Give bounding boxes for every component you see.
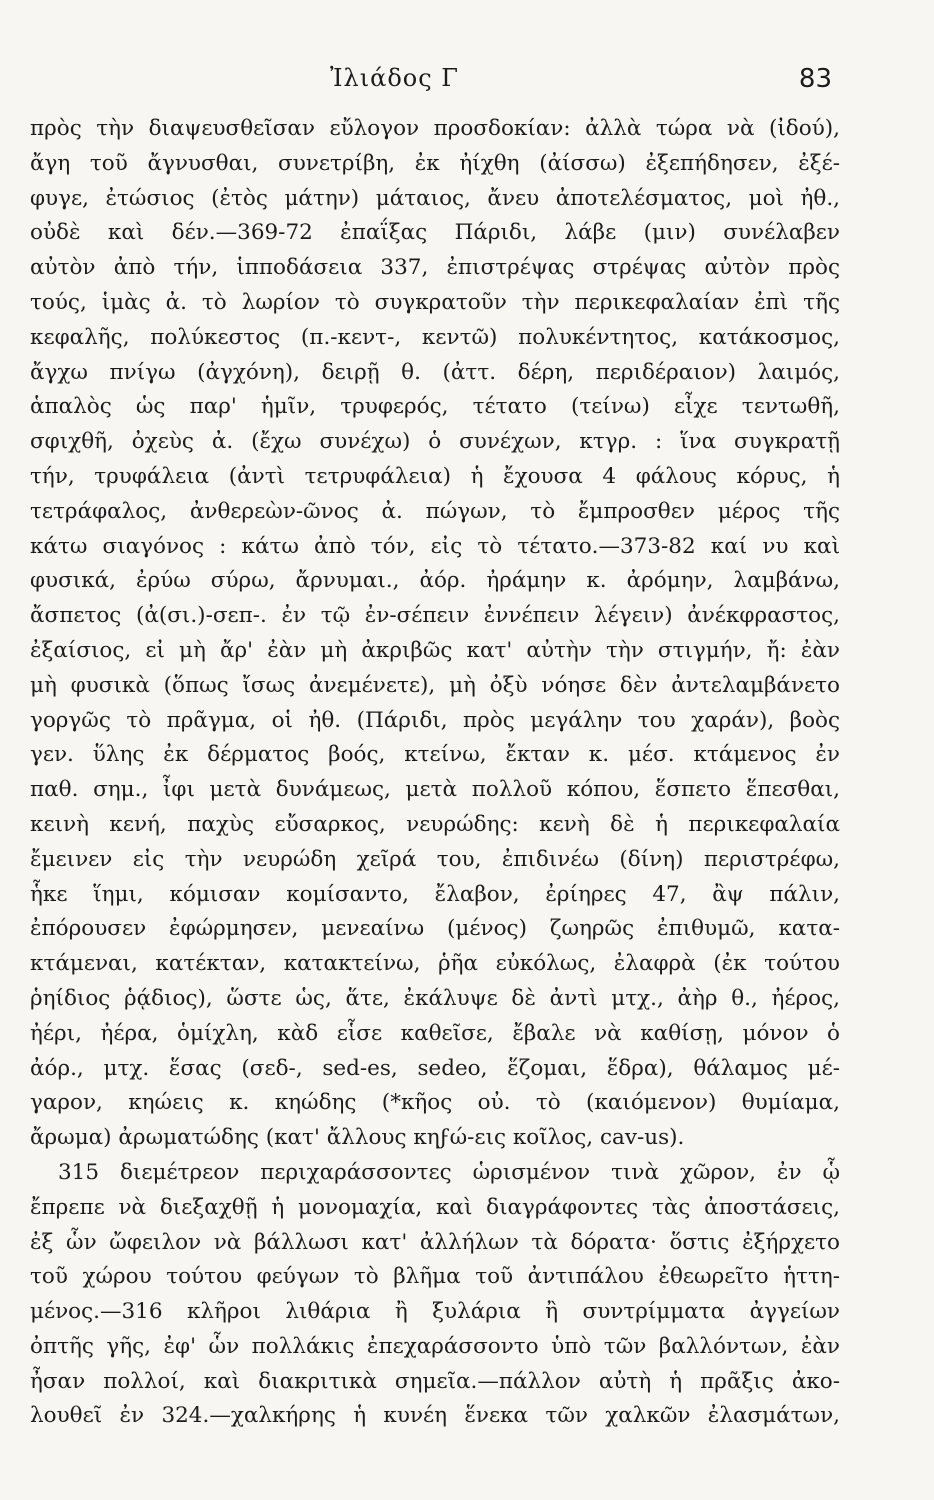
- text-line: τούς, ἱμὰς ἀ. τὸ λωρίον τὸ συγκρατοῦν τὴν περικεφαλαίαν ἐπὶ τῆς: [30, 289, 840, 315]
- page-number: 83: [798, 64, 832, 94]
- text-line: κάτω σιαγόνος : κάτω ἀπὸ τόν, εἰς τὸ τέτατο.—373-82 καί νυ καὶ: [30, 533, 840, 559]
- text-line: ἦσαν πολλοί, καὶ διακριτικὰ σημεῖα.—πάλλον αὐτὴ ἡ πρᾶξις ἀκο-: [30, 1368, 840, 1394]
- text-line: τετράφαλος, ἀνθερεὼν-ῶνος ἀ. πώγων, τὸ ἔμπροσθεν μέρος τῆς: [30, 498, 840, 524]
- text-line: τοῦ χώρου τούτου φεύγων τὸ βλῆμα τοῦ ἀντιπάλου ἐθεωρεῖτο ἡττη-: [30, 1264, 840, 1290]
- text-line: ἐξαίσιος, εἰ μὴ ἄρ' ἐὰν μὴ ἀκριβῶς κατ' αὐτὴν τὴν στιγμήν, ἤ: ἐὰν: [30, 637, 840, 663]
- text-line: γαρον, κηώεις κ. κηώδης (*κῆος οὐ. τὸ (καιόμενον) θυμίαμα,: [30, 1090, 840, 1116]
- text-line: μένος.—316 κλῆροι λιθάρια ἢ ξυλάρια ἢ συντρίμματα ἀγγείων: [30, 1299, 840, 1325]
- text-line: σφιχθῆ, ὀχεὺς ἀ. (ἔχω συνέχω) ὁ συνέχων, κτγρ. : ἵνα συγκρατῇ: [30, 429, 840, 455]
- text-line: ἁπαλὸς ὡς παρ' ἡμῖν, τρυφερός, τέτατο (τείνω) εἶχε τεντωθῆ,: [30, 394, 840, 420]
- text-line: κτάμεναι, κατέκταν, κατακτείνω, ῥῆα εὐκόλως, ἐλαφρὰ (ἐκ τούτου: [30, 951, 840, 977]
- text-line: τήν, τρυφάλεια (ἀντὶ τετρυφάλεια) ἡ ἔχουσα 4 φάλους κόρυς, ἡ: [30, 463, 840, 489]
- commentary-text: [30, 112, 840, 1434]
- text-line: πρὸς τὴν διαψευσθεῖσαν εὔλογον προσδοκίαν: ἀλλὰ τώρα νὰ (ἰδού),: [30, 116, 840, 141]
- text-line: ἔμεινεν εἰς τὴν νευρώδη χεῖρά του, ἐπιδινέω (δίνη) περιστρέφω,: [30, 846, 840, 872]
- text-line: ἄρωμα) ἀρωματώδης (κατ' ἄλλους κηϝώ-εις κοῖλος, cav-us).: [30, 1125, 685, 1151]
- text-line: κεφαλῆς, πολύκεστος (π.-κεντ-, κεντῶ) πολυκέντητος, κατάκοσμος,: [30, 324, 840, 350]
- text-line: ῥηίδιος ῥᾴδιος), ὥστε ὡς, ἅτε, ἐκάλυψε δὲ ἀντὶ μτχ., ἀὴρ θ., ἠέρος,: [30, 985, 840, 1011]
- text-line: ὀπτῆς γῆς, ἐφ' ὧν πολλάκις ἐπεχαράσσοντο ὑπὸ τῶν βαλλόντων, ἐὰν: [30, 1333, 840, 1359]
- text-line: φυσικά, ἐρύω σύρω, ἄρνυμαι., ἀόρ. ἠράμην κ. ἀρόμην, λαμβάνω,: [30, 568, 840, 594]
- text-line: ἠέρι, ἠέρα, ὁμίχλη, κὰδ εἷσε καθεῖσε, ἔβαλε νὰ καθίσῃ, μόνον ὁ: [30, 1020, 840, 1046]
- text-line: αὐτὸν ἀπὸ τήν, ἱπποδάσεια 337, ἐπιστρέψας στρέψας αὐτὸν πρὸς: [30, 255, 840, 281]
- text-line: ἄγη τοῦ ἄγνυσθαι, συνετρίβη, ἐκ ἠίχθη (ἀίσσω) ἐξεπήδησεν, ἐξέ-: [30, 150, 840, 176]
- text-line: λουθεῖ ἐν 324.—χαλκήρης ἡ κυνέη ἕνεκα τῶν χαλκῶν ἐλασμάτων,: [30, 1403, 840, 1429]
- text-line: γοργῶς τὸ πρᾶγμα, οἱ ἠθ. (Πάριδι, πρὸς μεγάλην του χαράν), βοὸς: [30, 707, 840, 733]
- running-title: Ἰλιάδος Γ: [330, 64, 459, 92]
- text-line: γεν. ὕλης ἐκ δέρματος βοός, κτείνω, ἔκταν κ. μέσ. κτάμενος ἐν: [30, 742, 840, 768]
- text-line: κεινὴ κενή, παχὺς εὔσαρκος, νευρώδης: κενὴ δὲ ἡ περικεφαλαία: [30, 811, 840, 837]
- text-line: ἄγχω πνίγω (ἀγχόνη), δειρῇ θ. (ἀττ. δέρη, περιδέραιον) λαιμός,: [30, 359, 840, 385]
- text-line: παθ. σημ., ἶφι μετὰ δυνάμεως, μετὰ πολλοῦ κόπου, ἕσπετο ἕπεσθαι,: [30, 777, 840, 803]
- page-header: [0, 64, 934, 112]
- text-line: φυγε, ἐτώσιος (ἐτὸς μάτην) μάταιος, ἄνευ ἀποτελέσματος, μοὶ ἠθ.,: [30, 185, 840, 211]
- text-line: οὐδὲ καὶ δέν.—369-72 ἐπαΐξας Πάριδι, λάβε (μιν) συνέλαβεν: [30, 220, 840, 246]
- text-line: 315 διεμέτρεον περιχαράσσοντες ὡρισμένον τινὰ χῶρον, ἐν ᾧ: [58, 1159, 840, 1185]
- text-line: ἄσπετος (ἀ(σι.)-σεπ-. ἐν τῷ ἐν-σέπειν ἐννέπειν λέγειν) ἀνέκφραστος,: [30, 603, 840, 629]
- text-line: ἔπρεπε νὰ διεξαχθῇ ἡ μονομαχία, καὶ διαγράφοντες τὰς ἀποστάσεις,: [30, 1194, 840, 1220]
- text-line: μὴ φυσικὰ (ὅπως ἴσως ἀνεμένετε), μὴ ὀξὺ νόησε δὲν ἀντελαμβάνετο: [30, 672, 840, 698]
- text-line: ἐξ ὧν ὤφειλον νὰ βάλλωσι κατ' ἀλλήλων τὰ δόρατα· ὅστις ἐξήρχετο: [30, 1229, 840, 1255]
- text-line: ἀόρ., μτχ. ἕσας (σεδ-, sed-es, sedeo, ἕζομαι, ἕδρα), θάλαμος μέ-: [30, 1055, 840, 1081]
- text-line: ἐπόρουσεν ἐφώρμησεν, μενεαίνω (μένος) ζωηρῶς ἐπιθυμῶ, κατα-: [30, 916, 840, 942]
- text-line: ἧκε ἵημι, κόμισαν κομίσαντο, ἔλαβον, ἐρίηρες 47, ἂψ πάλιν,: [30, 881, 840, 907]
